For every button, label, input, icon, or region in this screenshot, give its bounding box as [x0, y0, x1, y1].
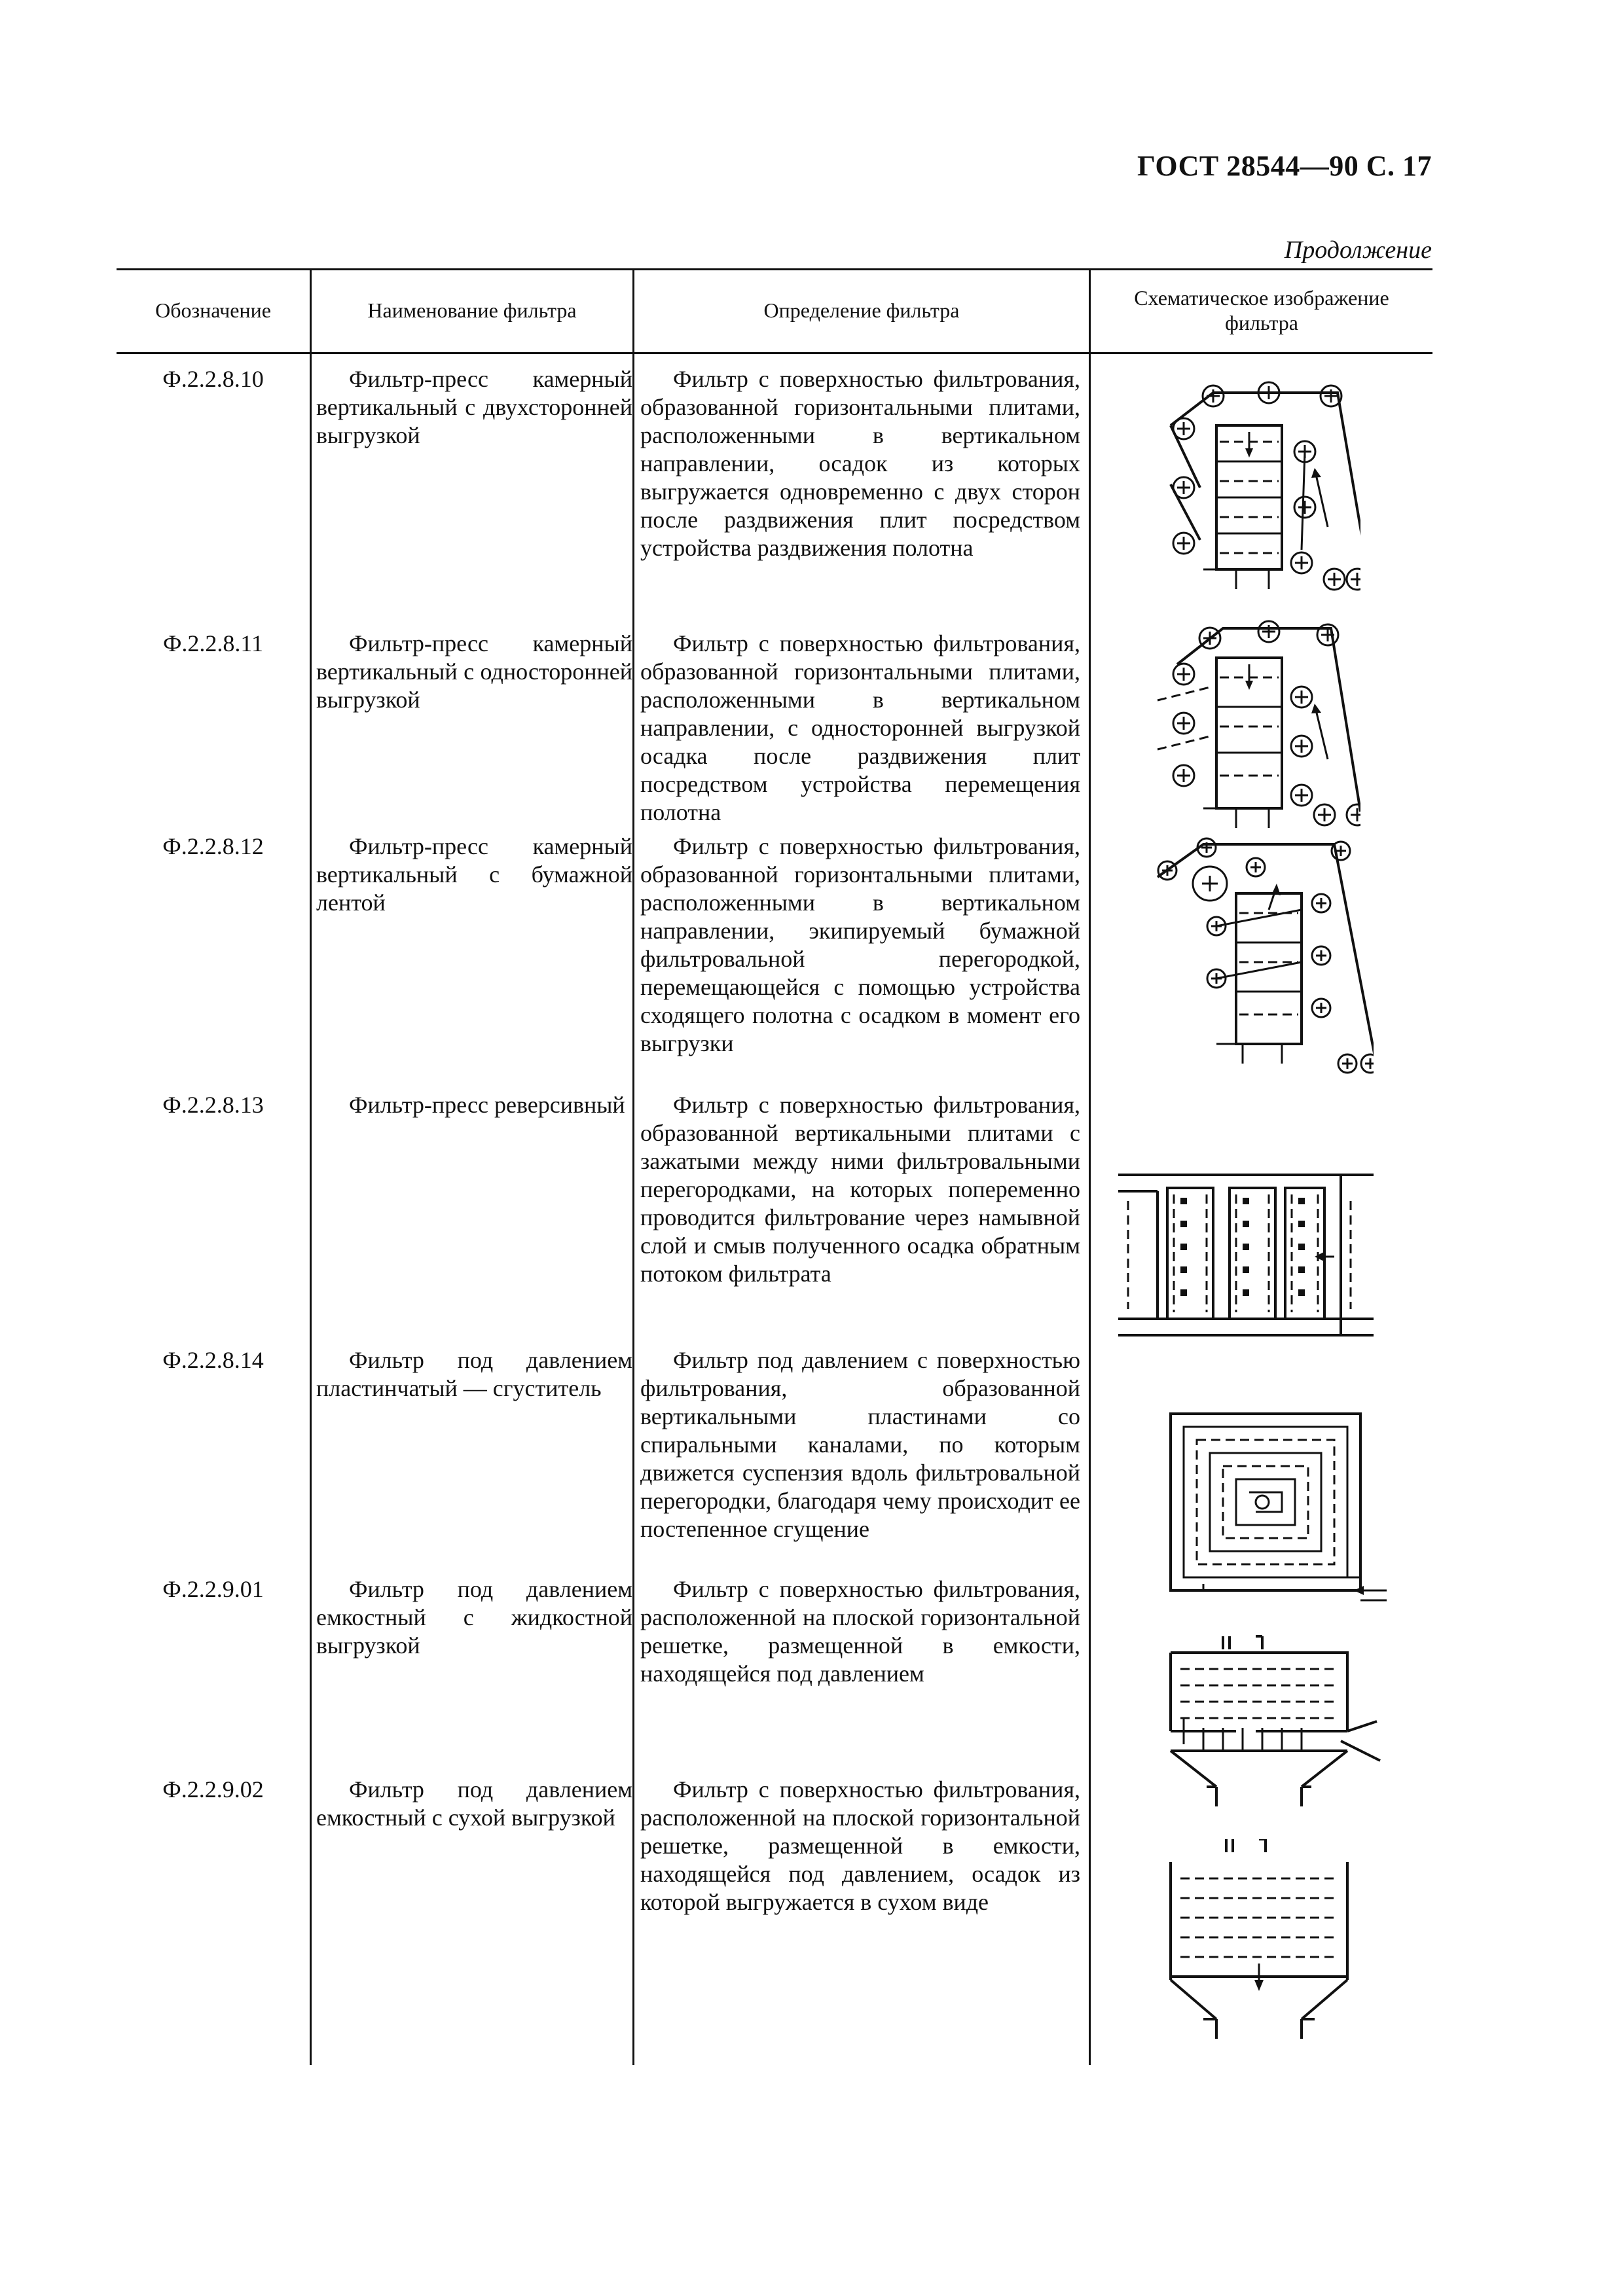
- column-header-definition: Определение фильтра: [763, 298, 960, 322]
- row-definition: Фильтр с поверхностью фильтрования, образованной горизонтальными плитами, расположенными в вертикальном направлении, осадок из которых выгружается одновременно с двух сторон после раздвижения плит посредством устройства раздвижения полотна: [640, 366, 1080, 561]
- column-header-code: Обозначение: [155, 298, 271, 322]
- spiral-plate-thickener-icon: [1164, 1407, 1387, 1610]
- vertical-chamber-press-two-side-icon: [1138, 376, 1360, 592]
- row-definition: Фильтр с поверхностью фильтрования, образованной горизонтальными плитами, расположенными в вертикальном направлении, экипируемый бумажной фильтровальной перегородкой, перемещающейся с помощью устройства сходящего полотна с осадком в момент его выгрузки: [640, 833, 1080, 1056]
- vessel-filter-liquid-discharge-icon: [1144, 1630, 1393, 1806]
- filter-table: [117, 268, 1432, 2065]
- row-definition: Фильтр под давлением с поверхностью фильтрования, образованной вертикальными пластинами со спиральными каналами, по которым движется суспензия вдоль фильтровальной перегородки, благодаря чему происходит ее постепенное сгущение: [640, 1347, 1080, 1542]
- continuation-label: Продолжение: [1284, 236, 1432, 264]
- row-code: Ф.2.2.8.10: [162, 366, 264, 392]
- vertical-chamber-press-paper-tape-icon: [1138, 831, 1374, 1080]
- row-name: Фильтр-пресс камерный вертикальный с бумажной лентой: [316, 833, 632, 916]
- row-name: Фильтр под давлением пластинчатый — сгуститель: [316, 1347, 632, 1401]
- column-header-name: Наименование фильтра: [367, 298, 577, 322]
- column-divider: [632, 268, 634, 2065]
- table-header-divider: [117, 352, 1432, 354]
- row-code: Ф.2.2.8.11: [162, 630, 264, 656]
- row-name: Фильтр-пресс камерный вертикальный с двухсторонней выгрузкой: [316, 366, 632, 448]
- row-name: Фильтр-пресс реверсивный: [349, 1092, 625, 1118]
- row-definition: Фильтр с поверхностью фильтрования, образованной горизонтальными плитами, расположенными в вертикальном направлении, с односторонней выгрузкой осадка после раздвижения плит посредством устройства перемещения полотна: [640, 630, 1080, 825]
- column-divider: [1089, 268, 1091, 2065]
- row-definition: Фильтр с поверхностью фильтрования, расположенной на плоской горизонтальной решетке, размещенной в емкости, находящейся под давлением: [640, 1576, 1080, 1687]
- page-header: ГОСТ 28544—90 С. 17: [1137, 150, 1432, 182]
- row-code: Ф.2.2.8.12: [162, 833, 264, 859]
- row-name: Фильтр-пресс камерный вертикальный с односторонней выгрузкой: [316, 630, 632, 713]
- row-name: Фильтр под давлением емкостный с сухой выгрузкой: [316, 1776, 632, 1831]
- reversible-filter-press-icon: [1118, 1162, 1380, 1352]
- vertical-chamber-press-one-side-icon: [1138, 615, 1360, 831]
- row-definition: Фильтр с поверхностью фильтрования, расположенной на плоской горизонтальной решетке, размещенной в емкости, находящейся под давлением, осадок из которой выгружается в сухом виде: [640, 1776, 1080, 1915]
- row-code: Ф.2.2.8.14: [162, 1347, 264, 1373]
- row-name: Фильтр под давлением емкостный с жидкостной выгрузкой: [316, 1576, 632, 1659]
- column-divider: [310, 268, 312, 2065]
- row-code: Ф.2.2.8.13: [162, 1092, 264, 1118]
- vessel-filter-dry-discharge-icon: [1144, 1839, 1393, 2068]
- column-header-schematic: Схематическое изображение фильтра: [1134, 286, 1389, 334]
- row-definition: Фильтр с поверхностью фильтрования, образованной вертикальными плитами с зажатыми между ними фильтровальными перегородками, на которых попеременно проводится фильтрование через намывной слой и смыв полученного осадка обратным потоком фильтрата: [640, 1092, 1080, 1287]
- row-code: Ф.2.2.9.02: [162, 1776, 264, 1803]
- row-code: Ф.2.2.9.01: [162, 1576, 264, 1602]
